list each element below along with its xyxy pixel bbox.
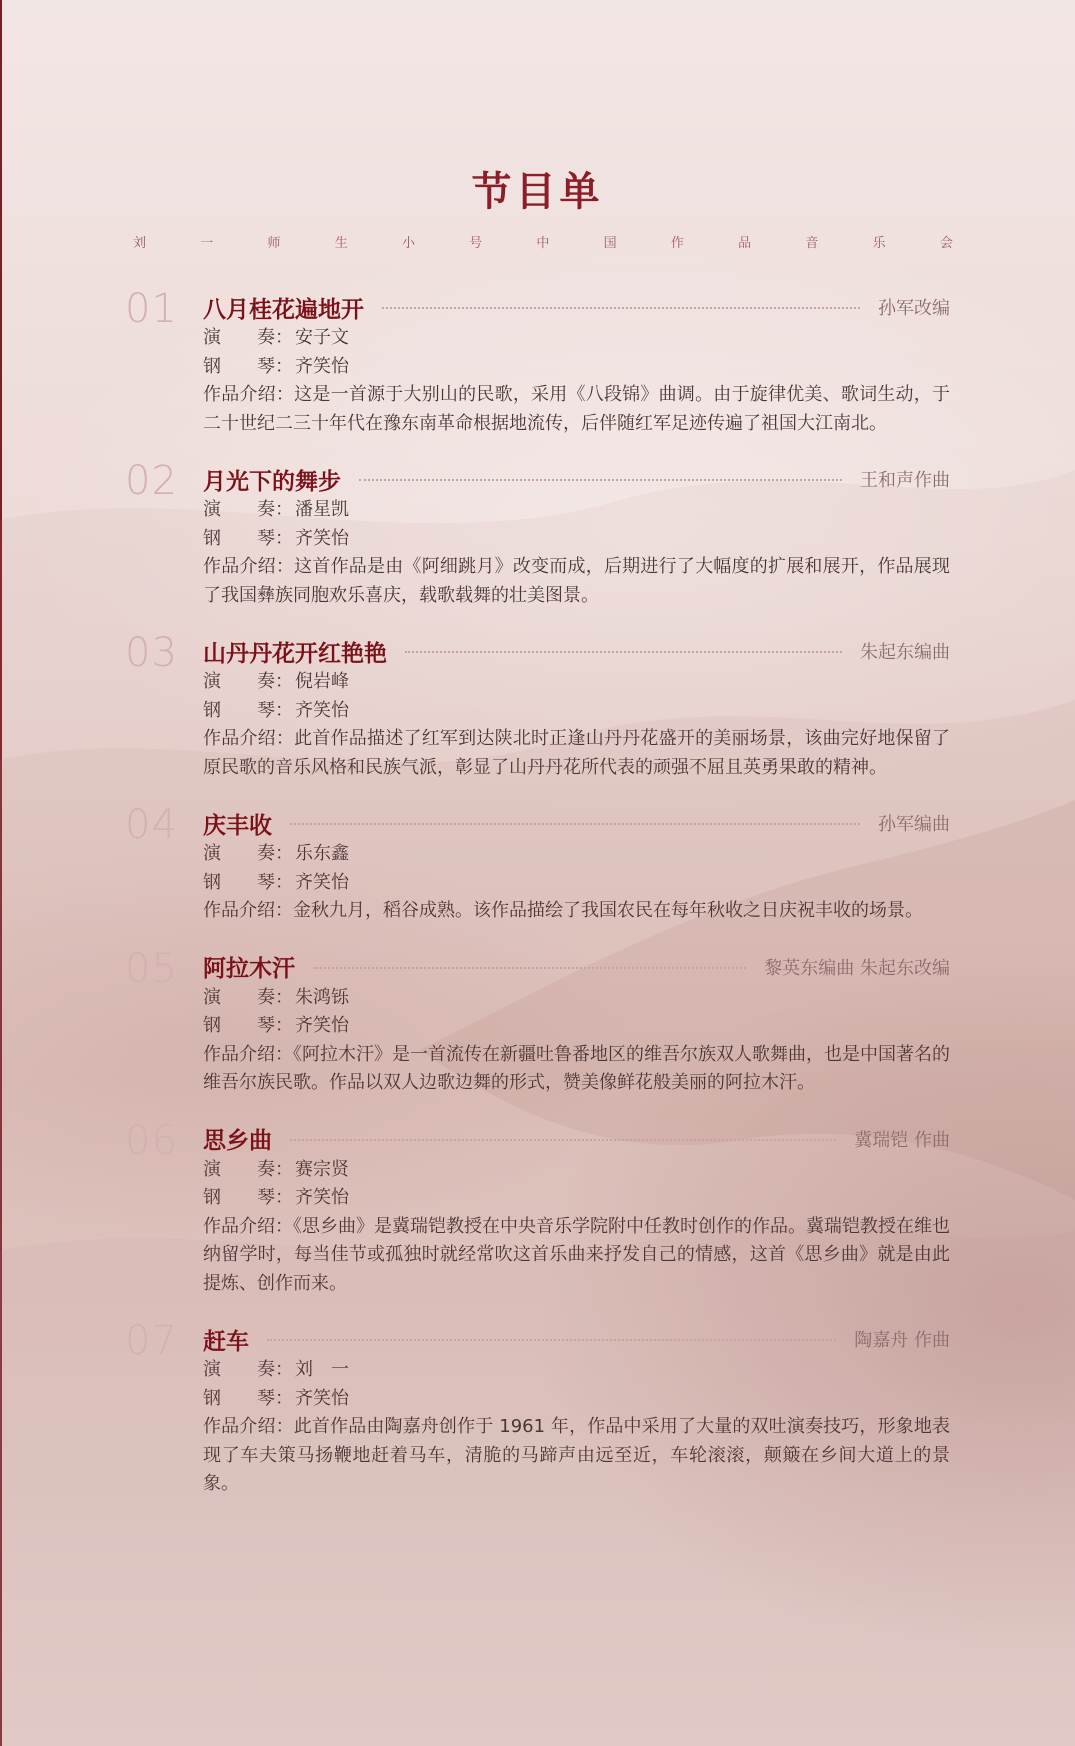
piano-label: 钢 琴： xyxy=(203,527,293,549)
piece-introduction xyxy=(203,1041,950,1098)
performer-line xyxy=(203,668,950,697)
piece-title: 山丹丹花开红艳艳 xyxy=(203,639,387,667)
performer-line xyxy=(203,1356,950,1385)
item-number: 01 xyxy=(125,286,178,332)
dotted-leader xyxy=(382,307,860,309)
subtitle-char: 音 xyxy=(805,236,819,251)
program-item xyxy=(125,802,955,926)
intro-label: 作品介绍： xyxy=(203,728,295,749)
intro-label: 作品介绍： xyxy=(203,1043,293,1065)
performer-name: 乐东鑫 xyxy=(295,843,349,864)
piano-label: 钢 琴： xyxy=(203,355,293,377)
piece-title: 八月桂花遍地开 xyxy=(203,295,364,323)
piece-title: 赶车 xyxy=(203,1327,249,1355)
intro-label: 作品介绍： xyxy=(203,556,295,577)
subtitle-char: 一 xyxy=(200,236,214,251)
subtitle-char: 作 xyxy=(670,236,684,251)
piano-line xyxy=(203,1184,950,1213)
composer-credit: 孙军改编 xyxy=(878,298,950,319)
intro-text: 金秋九月，稻谷成熟。该作品描绘了我国农民在每年秋收之日庆祝丰收的场景。 xyxy=(293,900,923,921)
performer-line xyxy=(203,1156,950,1185)
pianist-name: 齐笑怡 xyxy=(295,527,349,549)
piece-title: 阿拉木汗 xyxy=(203,955,295,982)
item-number: 02 xyxy=(125,458,178,504)
piece-title: 思乡曲 xyxy=(203,1127,272,1154)
item-number: 03 xyxy=(125,630,178,676)
program-list xyxy=(125,286,955,1523)
pianist-name: 齐笑怡 xyxy=(295,1015,349,1036)
intro-text: 《思乡曲》是冀瑞铠教授在中央音乐学院附中任教时创作的作品。冀瑞铠教授在维也纳留学时，每当佳节或孤独时就经常吹这首乐曲来抒发自己的情感，这首《思乡曲》就是由此提炼、创作而来。 xyxy=(203,1215,950,1294)
piano-label: 钢 琴： xyxy=(203,699,293,721)
pianist-name: 齐笑怡 xyxy=(295,1387,349,1409)
dotted-leader xyxy=(359,479,842,481)
performer-label: 演 奏： xyxy=(203,671,293,692)
dotted-leader xyxy=(290,823,860,825)
piece-title: 庆丰收 xyxy=(203,811,272,839)
performer-label: 演 奏： xyxy=(203,843,293,864)
piece-introduction xyxy=(203,1213,950,1299)
piano-line xyxy=(203,1012,950,1041)
subtitle-char: 师 xyxy=(267,236,281,251)
intro-text: 这首作品是由《阿细跳月》改变而成，后期进行了大幅度的扩展和展开，作品展现了我国彝族同胞欢乐喜庆，载歌载舞的壮美图景。 xyxy=(203,556,950,606)
piano-label: 钢 琴： xyxy=(203,1187,293,1208)
performer-name: 潘星凯 xyxy=(295,499,349,520)
intro-text: 《阿拉木汗》是一首流传在新疆吐鲁番地区的维吾尔族双人歌舞曲，也是中国著名的维吾尔族民歌。作品以双人边歌边舞的形式，赞美像鲜花般美丽的阿拉木汗。 xyxy=(203,1043,950,1093)
dotted-leader xyxy=(267,1339,836,1341)
piano-line xyxy=(203,1385,950,1414)
composer-credit: 冀瑞铠 作曲 xyxy=(854,1129,950,1151)
item-number: 04 xyxy=(125,802,178,848)
intro-text: 此首作品由陶嘉舟创作于 1961 年，作品中采用了大量的双吐演奏技巧，形象地表现了车夫策马扬鞭地赶着马车，清脆的马蹄声由远至近，车轮滚滚，颠簸在乡间大道上的景象。 xyxy=(203,1416,951,1494)
subtitle-char: 乐 xyxy=(872,236,886,251)
program-header xyxy=(0,160,1075,251)
subtitle-char: 小 xyxy=(401,236,415,251)
performer-line xyxy=(203,496,950,525)
subtitle-char: 会 xyxy=(939,236,953,251)
piece-introduction xyxy=(203,1413,950,1499)
performer-name: 朱鸿铄 xyxy=(295,986,349,1008)
pianist-name: 齐笑怡 xyxy=(295,355,349,377)
dotted-leader xyxy=(313,967,746,969)
piano-label: 钢 琴： xyxy=(203,1015,293,1036)
subtitle-char: 号 xyxy=(469,236,483,251)
composer-credit: 孙军编曲 xyxy=(878,814,950,835)
intro-label: 作品介绍： xyxy=(203,900,293,921)
subtitle-char: 品 xyxy=(738,236,752,251)
program-item xyxy=(125,945,955,1098)
performer-name: 安子文 xyxy=(295,327,349,348)
dotted-leader xyxy=(290,1139,836,1141)
intro-label: 作品介绍： xyxy=(203,1416,294,1437)
performer-line xyxy=(203,840,950,869)
piece-introduction xyxy=(203,381,950,438)
intro-label: 作品介绍： xyxy=(203,1215,293,1237)
intro-text: 此首作品描述了红军到达陕北时正逢山丹丹花盛开的美丽场景，该曲完好地保留了原民歌的音乐风格和民族气派，彰显了山丹丹花所代表的顽强不屈且英勇果敢的精神。 xyxy=(203,728,950,778)
performer-label: 演 奏： xyxy=(203,499,293,520)
program-item xyxy=(125,286,955,438)
program-item xyxy=(125,630,955,782)
performer-line xyxy=(203,324,950,353)
pianist-name: 齐笑怡 xyxy=(295,699,349,721)
subtitle-char: 生 xyxy=(334,236,348,251)
performer-label: 演 奏： xyxy=(203,986,293,1008)
intro-label: 作品介绍： xyxy=(203,384,295,405)
composer-credit: 黎英东编曲 朱起东改编 xyxy=(764,957,950,979)
performer-name: 赛宗贤 xyxy=(295,1158,349,1180)
program-item xyxy=(125,1318,955,1499)
dotted-leader xyxy=(405,651,842,653)
performer-label: 演 奏： xyxy=(203,1359,293,1380)
item-number: 07 xyxy=(125,1318,178,1364)
page-title: 节目单 xyxy=(471,168,604,215)
pianist-name: 齐笑怡 xyxy=(295,1187,349,1208)
performer-name: 刘 一 xyxy=(295,1359,349,1380)
pianist-name: 齐笑怡 xyxy=(295,871,349,893)
subtitle-char: 刘 xyxy=(133,236,147,251)
subtitle-char: 国 xyxy=(603,236,617,251)
piano-line xyxy=(203,697,950,726)
piano-label: 钢 琴： xyxy=(203,871,293,893)
piano-line xyxy=(203,353,950,382)
composer-credit: 朱起东编曲 xyxy=(860,642,950,663)
performer-label: 演 奏： xyxy=(203,1158,293,1180)
piano-line xyxy=(203,869,950,898)
performer-label: 演 奏： xyxy=(203,327,293,348)
piano-line xyxy=(203,525,950,554)
piano-label: 钢 琴： xyxy=(203,1387,293,1409)
piece-introduction xyxy=(203,553,950,610)
item-number: 06 xyxy=(125,1117,178,1164)
program-item xyxy=(125,1117,955,1299)
composer-credit: 陶嘉舟 作曲 xyxy=(854,1330,950,1351)
piece-introduction xyxy=(203,725,950,782)
subtitle-char: 中 xyxy=(536,236,550,251)
piece-title: 月光下的舞步 xyxy=(203,467,341,495)
performer-line xyxy=(203,984,950,1013)
intro-text: 这是一首源于大别山的民歌，采用《八段锦》曲调。由于旋律优美、歌词生动，于二十世纪二三十年代在豫东南革命根据地流传，后伴随红军足迹传遍了祖国大江南北。 xyxy=(203,384,950,434)
concert-subtitle xyxy=(133,232,953,251)
performer-name: 倪岩峰 xyxy=(295,671,349,692)
piece-introduction xyxy=(203,897,950,926)
composer-credit: 王和声作曲 xyxy=(860,470,950,491)
program-item xyxy=(125,458,955,610)
item-number: 05 xyxy=(125,945,178,992)
